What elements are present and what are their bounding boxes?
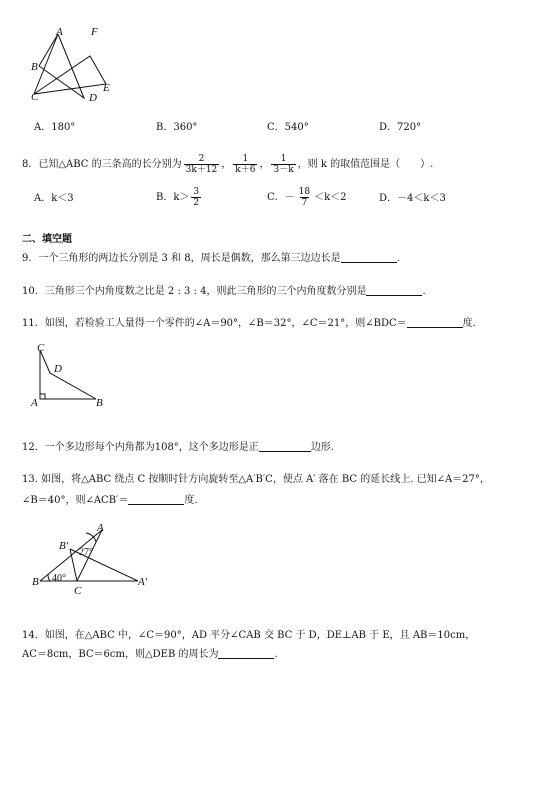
label-B: B — [96, 397, 103, 409]
label-A-prime: A′ — [138, 576, 148, 588]
q8-f1-den: 3k＋12 — [185, 165, 218, 175]
q14-line1: 14．如图，在△ABC 中，∠C＝90°，AD 平分∠CAB 交 BC 于 D，DE⊥AB 于 E，且 AB＝10cm， — [22, 630, 476, 641]
q12-question — [22, 440, 334, 454]
q7-option-b: B．360° — [156, 122, 198, 133]
q8-option-c-frac — [297, 187, 312, 208]
q12-text: 12．一个多边形每个内角都为108°，这个多边形是正 — [22, 442, 259, 453]
q9-text: 9．一个三角形的两边长分别是 3 和 8，周长是偶数，那么第三边边长是 — [22, 253, 341, 264]
q10-end: . — [422, 286, 426, 297]
q8-option-d: D．－4＜k＜3 — [379, 193, 446, 204]
q9-question — [22, 251, 400, 265]
q13-end: 度. — [184, 495, 198, 506]
q8-option-b-frac — [191, 187, 201, 208]
q8-prefix: 8．已知△ABC 的三条高的长分别为 — [22, 159, 182, 170]
q8-f3-num: 1 — [280, 154, 287, 164]
angle-27: 27° — [79, 547, 93, 558]
q12-blank[interactable] — [259, 440, 311, 452]
q7-option-a: A．180° — [34, 122, 76, 133]
q8-f2-den: k＋6 — [235, 165, 256, 175]
angle-40: 40° — [52, 573, 66, 584]
q11-text: 11．如图，若检验工人量得一个零件的∠A＝90°，∠B＝32°，∠C＝21°，则∠BDC＝ — [22, 318, 407, 329]
q14-line2 — [22, 647, 278, 661]
q8-option-c-post: ＜k＜2 — [314, 192, 347, 203]
q13-blank[interactable] — [128, 493, 184, 505]
q10-question — [22, 284, 426, 298]
q8-option-c — [267, 183, 347, 213]
label-D: D — [54, 363, 62, 375]
label-A: A — [97, 522, 104, 534]
q8-optb-num: 3 — [193, 187, 200, 197]
q8-optc-num: 18 — [298, 187, 311, 197]
q8-fraction-1 — [184, 154, 220, 175]
q8-f1-num: 2 — [198, 154, 205, 164]
q11-end: 度. — [462, 318, 476, 329]
q13-text: ∠B＝40°，则∠ACB′＝ — [22, 495, 129, 506]
q13-line2 — [22, 493, 198, 507]
q8-optc-den: 7 — [301, 198, 308, 208]
q8-sep2: ， — [259, 159, 270, 170]
figure-q13-rotation — [30, 522, 160, 602]
label-F: F — [91, 26, 98, 38]
label-B-prime: B′ — [59, 540, 69, 552]
q7-option-d: D．720° — [379, 122, 422, 133]
q8-sep1: ， — [221, 159, 232, 170]
q8-fraction-2 — [233, 154, 257, 175]
q10-text: 10．三角形三个内角度数之比是 2 : 3 : 4，则此三角形的三个内角度数分别是 — [22, 286, 367, 297]
label-C: C — [31, 91, 39, 103]
q11-question — [22, 316, 476, 330]
q13-line1: 13. 如图，将△ABC 绕点 C 按顺时针方向旋转至△A′B′C，使点 A′ 落在 BC 的延长线上. 已知∠A＝27°， — [22, 474, 490, 485]
section-title: 二、填空题 — [22, 234, 72, 245]
q14-blank[interactable] — [218, 647, 274, 659]
q14-text: AC＝8cm，BC＝6cm，则△DEB 的周长为 — [22, 649, 219, 660]
label-B: B — [32, 576, 39, 588]
label-C: C — [37, 342, 45, 354]
q8-f3-den: 3－k — [273, 165, 294, 175]
figure-q11-quadrilateral — [30, 340, 110, 410]
q8-fraction-3 — [271, 154, 295, 175]
q8-optb-den: 2 — [193, 198, 200, 208]
q11-blank[interactable] — [407, 316, 463, 328]
q9-end: . — [396, 253, 400, 264]
label-A: A — [56, 26, 63, 38]
q8-option-a: A．k＜3 — [34, 193, 74, 204]
q14-end: . — [274, 649, 278, 660]
label-A: A — [31, 397, 38, 409]
label-E: E — [103, 82, 110, 94]
q12-end: 边形. — [310, 442, 334, 453]
label-D: D — [89, 92, 97, 104]
label-B: B — [31, 61, 38, 73]
q8-question — [22, 153, 433, 177]
q8-f2-num: 1 — [242, 154, 249, 164]
label-C: C — [74, 585, 82, 597]
q8-suffix: ，则 k 的取值范围是（ ）. — [297, 159, 434, 170]
q7-option-c: C．540° — [267, 122, 309, 133]
q8-option-c-pre: C．－ — [267, 192, 295, 203]
q8-option-b — [156, 183, 203, 213]
figure-q7-triangles — [28, 26, 118, 106]
q8-option-b-pre: B．k＞ — [156, 192, 190, 203]
q9-blank[interactable] — [341, 251, 397, 263]
q10-blank[interactable] — [366, 284, 422, 296]
